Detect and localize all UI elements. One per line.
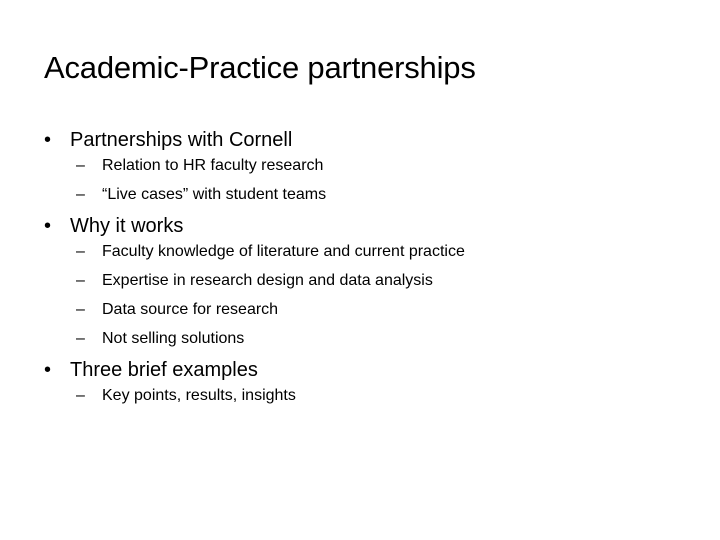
sub-bullet-item [70,300,684,320]
bullet-item [44,214,684,349]
sub-bullet-list [70,242,684,349]
sub-bullet-text: Data source for research [102,301,279,318]
sub-bullet-item [70,156,684,176]
slide-title: Academic-Practice partnerships [44,50,476,85]
sub-bullet-item [70,185,684,205]
sub-bullet-marker: – [76,157,85,174]
bullet-text: Three brief examples [70,359,258,381]
bullet-marker: • [44,215,52,237]
sub-bullet-marker: – [76,243,85,260]
sub-bullet-marker: – [76,330,85,347]
sub-bullet-item [70,329,684,349]
bullet-item [44,358,684,406]
bullet-text: Partnerships with Cornell [70,129,293,151]
bullet-item [44,128,684,205]
sub-bullet-marker: – [76,186,85,203]
sub-bullet-text: Key points, results, insights [102,387,296,404]
sub-bullet-item [70,271,684,291]
sub-bullet-item [70,242,684,262]
sub-bullet-item [70,386,684,406]
sub-bullet-list [70,156,684,205]
sub-bullet-marker: – [76,272,85,289]
sub-bullet-list [70,386,684,406]
sub-bullet-text: Not selling solutions [102,330,245,347]
sub-bullet-marker: – [76,301,85,318]
sub-bullet-text: “Live cases” with student teams [102,186,327,203]
sub-bullet-text: Expertise in research design and data analysis [102,272,433,289]
sub-bullet-text: Faculty knowledge of literature and current practice [102,243,465,260]
bullet-marker: • [44,129,52,151]
sub-bullet-text: Relation to HR faculty research [102,157,324,174]
bullet-marker: • [44,359,52,381]
sub-bullet-marker: – [76,387,85,404]
bullet-text: Why it works [70,215,184,237]
bullet-list [44,128,684,406]
